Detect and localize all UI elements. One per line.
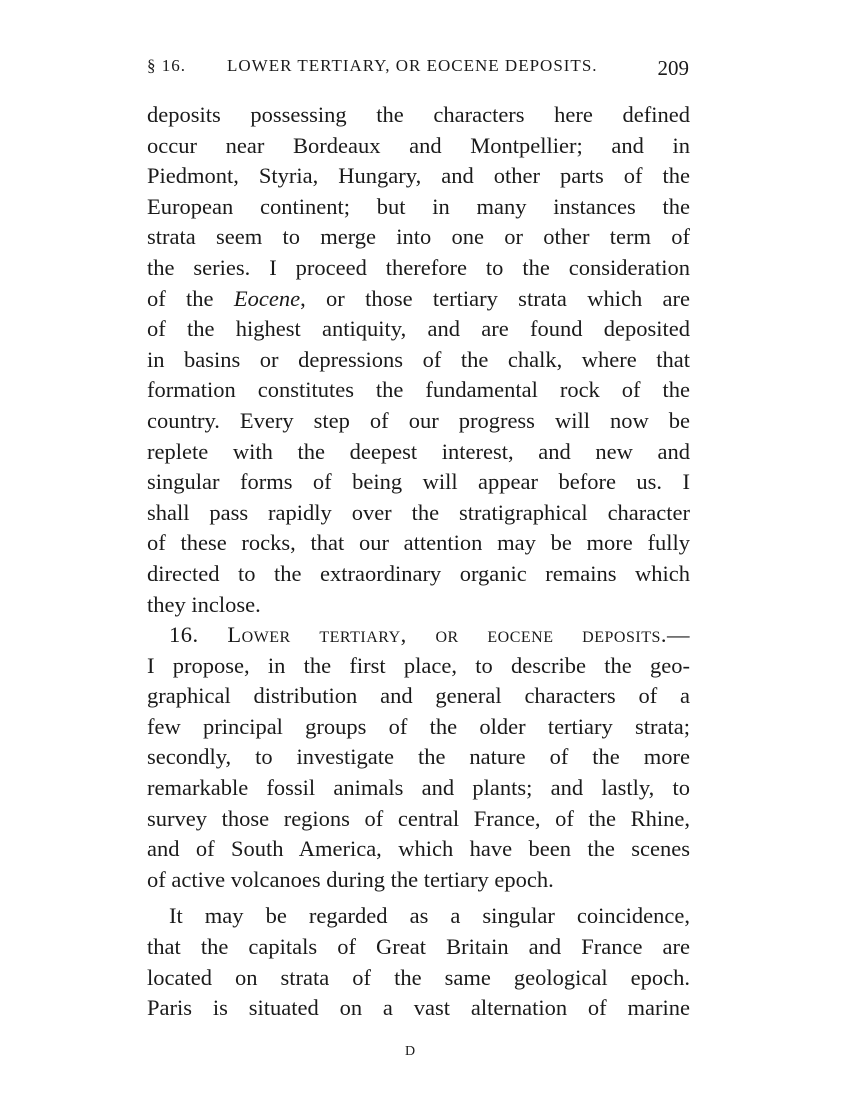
text-line: of these rocks, that our attention may be more fully bbox=[147, 530, 690, 556]
text-line-eocene: of the Eocene, or those tertiary strata which are bbox=[147, 285, 690, 311]
paragraph-1 bbox=[147, 100, 690, 620]
text-line: graphical distribution and general characters of a bbox=[147, 683, 690, 709]
text-line: the series. I proceed therefore to the consideration bbox=[147, 254, 690, 280]
text-line: remarkable fossil animals and plants; and lastly, to bbox=[147, 775, 690, 801]
text-line: Paris is situated on a vast alternation of marine bbox=[147, 995, 690, 1021]
text-line: deposits possessing the characters here defined bbox=[147, 102, 690, 127]
text-line: European continent; but in many instances the bbox=[147, 193, 690, 219]
text-line: of the highest antiquity, and are found deposited bbox=[147, 316, 690, 342]
text-line: country. Every step of our progress will now be bbox=[147, 407, 690, 433]
running-header bbox=[147, 56, 689, 86]
text-line: of active volcanoes during the tertiary epoch. bbox=[147, 866, 554, 892]
running-title: LOWER TERTIARY, OR EOCENE DEPOSITS. bbox=[227, 56, 598, 75]
body-text bbox=[147, 100, 690, 1024]
text-line: located on strata of the same geological epoch. bbox=[147, 964, 690, 990]
paragraph-3 bbox=[147, 901, 690, 1023]
signature-mark: D bbox=[405, 1044, 416, 1059]
text-line: that the capitals of Great Britain and France are bbox=[147, 934, 690, 960]
paragraph-2 bbox=[147, 620, 690, 895]
text-line: formation constitutes the fundamental rock of the bbox=[147, 377, 690, 403]
text-line: few principal groups of the older tertiary strata; bbox=[147, 713, 690, 739]
text-line: they inclose. bbox=[147, 591, 261, 617]
text-line: directed to the extraordinary organic remains which bbox=[147, 560, 690, 586]
section-mark: § 16. bbox=[147, 56, 186, 75]
page-number: 209 bbox=[657, 56, 689, 80]
text-line: I propose, in the first place, to describe the geo- bbox=[147, 652, 690, 678]
text-line: shall pass rapidly over the stratigraphical character bbox=[147, 499, 690, 525]
text-line: strata seem to merge into one or other term of bbox=[147, 224, 690, 250]
text-line: secondly, to investigate the nature of the more bbox=[147, 744, 690, 770]
text-line: in basins or depressions of the chalk, where that bbox=[147, 346, 690, 372]
text-line: and of South America, which have been the scenes bbox=[147, 836, 690, 862]
text-line: survey those regions of central France, of the Rhine, bbox=[147, 805, 690, 831]
text-line: occur near Bordeaux and Montpellier; and in bbox=[147, 132, 690, 158]
text-line: It may be regarded as a singular coincidence, bbox=[169, 903, 690, 929]
text-line: replete with the deepest interest, and new and bbox=[147, 438, 690, 464]
text-line: Piedmont, Styria, Hungary, and other parts of the bbox=[147, 163, 690, 189]
section-heading: 16. Lower tertiary, or eocene deposits.— bbox=[169, 622, 690, 648]
text-line: singular forms of being will appear before us. I bbox=[147, 469, 690, 495]
